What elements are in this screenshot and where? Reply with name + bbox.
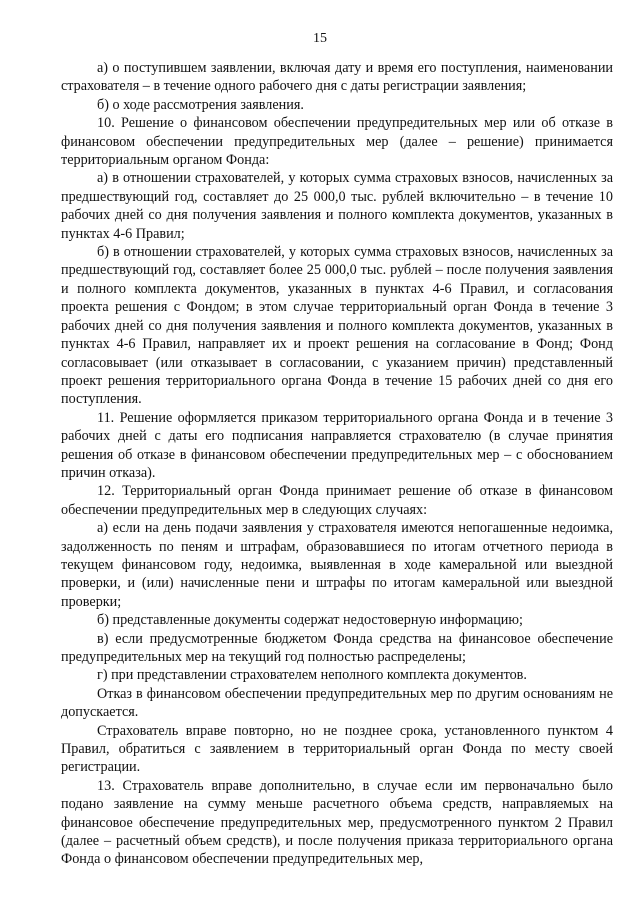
document-body xyxy=(61,59,613,869)
paragraph-notice-b: б) о ходе рассмотрения заявления. xyxy=(97,96,304,113)
paragraph-10: 10. Решение о финансовом обеспечении предупредительных мер или об отказе в финансовом обеспечении предупредительных мер (далее – решение) принимается территориальным органом Фонда: xyxy=(61,115,613,169)
paragraph-13: 13. Страхователь вправе дополнительно, в случае если им первоначально было подано заявление на сумму меньше расчетного объема средств, направляемых на финансовое обеспечение предупредительных мер, предусмотренного пунктом 2 Правил (далее – расчетный объем средств), и после получения приказа территориального органа Фонда о финансовом обеспечении предупредительных мер, xyxy=(61,777,613,868)
paragraph-12a: а) если на день подачи заявления у страхователя имеются непогашенные недоимка, задолженность по пеням и штрафам, образовавшиеся по итогам отчетного периода в текущем финансовом году, недоимка, выявленная в ходе камеральной или выездной проверки, и (или) начисленные пени и штрафы по итогам камеральной или выездной проверки; xyxy=(61,520,613,610)
paragraph-12d: г) при представлении страхователем неполного комплекта документов. xyxy=(97,667,527,684)
paragraph-12c: в) если предусмотренные бюджетом Фонда средства на финансовое обеспечение предупредительных мер на текущий год полностью распределены; xyxy=(61,630,613,665)
paragraph-12: 12. Территориальный орган Фонда принимает решение об отказе в финансовом обеспечении предупредительных мер в следующих случаях: xyxy=(61,483,613,518)
paragraph-notice-a: а) о поступившем заявлении, включая дату и время его поступления, наименовании страхователя – в течение одного рабочего дня с даты регистрации заявления; xyxy=(61,60,613,95)
paragraph-reapply: Страхователь вправе повторно, но не позднее срока, установленного пунктом 4 Правил, обратиться с заявлением в территориальный орган Фонда по месту своей регистрации. xyxy=(61,722,613,776)
paragraph-11: 11. Решение оформляется приказом территориального органа Фонда и в течение 3 рабочих дней с даты его подписания направляется страхователю (в случае принятия решения об отказе в финансовом обеспечении предупредительных мер – с обоснованием причин отказа). xyxy=(61,409,613,481)
paragraph-12b: б) представленные документы содержат недостоверную информацию; xyxy=(97,612,523,629)
paragraph-refusal-note: Отказ в финансовом обеспечении предупредительных мер по другим основаниям не допускается. xyxy=(61,685,613,721)
paragraph-10b: б) в отношении страхователей, у которых сумма страховых взносов, начисленных за предшествующий год, составляет более 25 000,0 тыс. рублей – после получения заявления и полного комплекта документов, указанных в пунктах 4-6 Правил, и согласования проекта решения с Фондом; в этом случае территориальный орган Фонда в течение 3 рабочих дней со дня получения заявления и полного комплекта документов, указанных в пунктах 4-6 Правил, направляет их и проект решения на согласование в Фонд; Фонд согласовывает (или отказывает в согласовании, с указанием причин) представленный проект решения территориального органа Фонда в течение 15 рабочих дней со дня его поступления. xyxy=(61,244,613,408)
paragraph-10a: а) в отношении страхователей, у которых сумма страховых взносов, начисленных за предшествующий год, составляет до 25 000,0 тыс. рублей включительно – в течение 10 рабочих дней со дня получения заявления и полного комплекта документов, указанных в пунктах 4-6 Правил; xyxy=(61,170,613,242)
page-number: 15 xyxy=(313,31,327,46)
